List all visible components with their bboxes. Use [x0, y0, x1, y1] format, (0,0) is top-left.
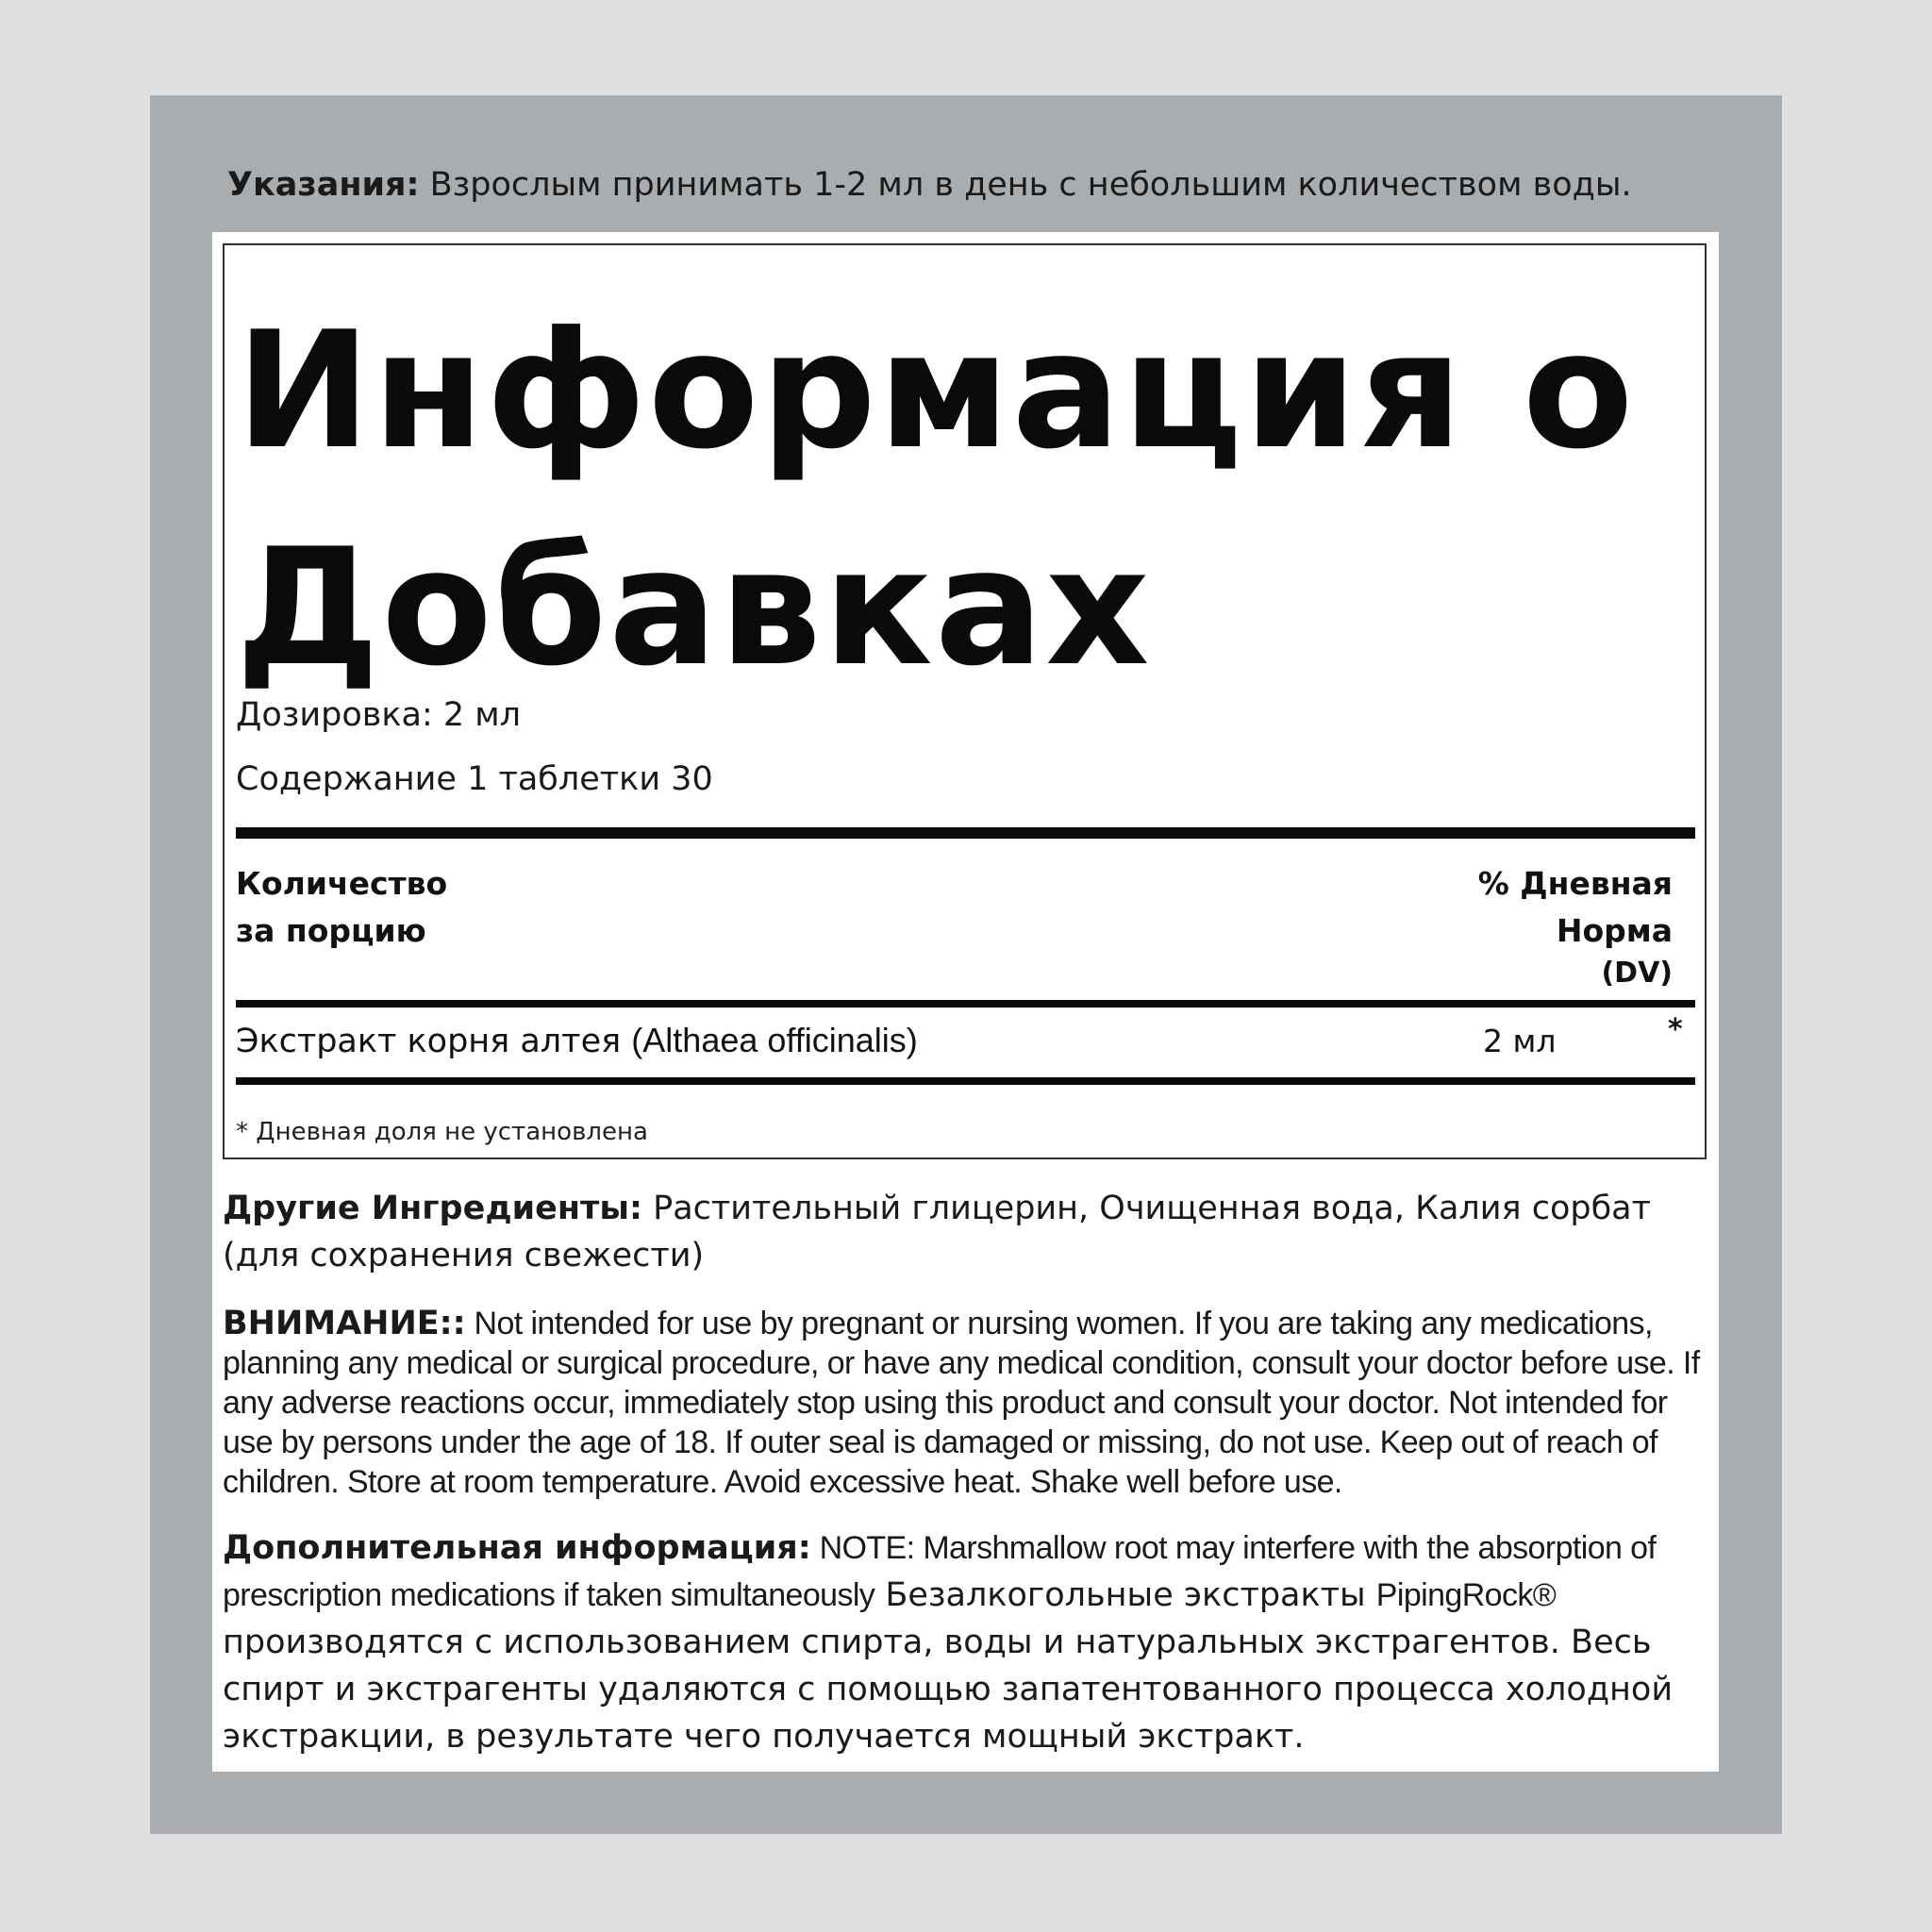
ingredient-name	[236, 1021, 918, 1060]
supplement-facts-box	[223, 243, 1707, 1159]
amount-per-serving-header	[236, 860, 447, 955]
ingredient-amount: 2 мл	[1483, 1023, 1557, 1059]
header-divider	[236, 1000, 1695, 1008]
amount-header-line2: за порцию	[236, 912, 426, 949]
other-ingredients	[223, 1185, 1713, 1279]
supplement-facts-title: Информация о Добавках	[236, 297, 1636, 702]
warning-text: Not intended for use by pregnant or nursing women. If you are taking any medications, planning any medical or surgical procedure, or have any medical condition, consult your doctor before use. If any adverse reactions occur, immediately stop using this product and consult your doctor. Not intended for use by persons under the age of 18. If outer seal is damaged or missing, do not use. Keep out of reach of children. Store at room temperature. Avoid excessive heat. Shake well before use.	[223, 1306, 1700, 1500]
dv-header-line3: (DV)	[1601, 957, 1673, 990]
serving-size: Дозировка: 2 мл	[236, 696, 522, 734]
label-card	[212, 232, 1719, 1772]
directions-body: Взрослым принимать 1-2 мл в день с небольшим количеством воды.	[419, 166, 1632, 204]
ingredient-daily-value: *	[1668, 1013, 1683, 1046]
ingredient-name-ru: Экстракт корня алтея	[236, 1023, 632, 1060]
thick-divider	[236, 827, 1695, 839]
amount-header-line1: Количество	[236, 865, 448, 902]
additional-text-ru-2: производятся с использованием спирта, воды и натуральных экстрагентов. Весь спирт и экстрагенты удаляются с помощью запатентованного процесса холодной экстракции, в результате чего получается мощный экстракт.	[223, 1624, 1674, 1756]
additional-note-en: NOTE: Marshmallow root may interfere with the absorption of prescription medications if taken simultaneously	[223, 1530, 1657, 1613]
warning-label: ВНИМАНИЕ::	[223, 1305, 466, 1342]
additional-text-ru-1: Безалкогольные экстракты	[874, 1576, 1376, 1614]
brand-name: PipingRock®	[1375, 1577, 1557, 1613]
daily-value-footnote: * Дневная доля не установлена	[236, 1118, 648, 1146]
daily-value-header	[1427, 860, 1673, 992]
servings-per-container: Содержание 1 таблетки 30	[236, 760, 713, 798]
additional-info-label: Дополнительная информация:	[223, 1529, 811, 1567]
other-ingredients-label: Другие Ингредиенты:	[223, 1190, 642, 1227]
bottom-divider	[236, 1077, 1695, 1085]
additional-info-section	[223, 1524, 1713, 1760]
directions-label: Указания:	[227, 166, 420, 204]
warning-section	[223, 1304, 1713, 1502]
dv-header-line2: Норма	[1556, 912, 1673, 949]
other-ingredients-text: Растительный глицерин, Очищенная вода, Калия сорбат (для сохранения свежести)	[223, 1190, 1651, 1274]
dv-header-line1: % Дневная	[1477, 865, 1673, 902]
directions-text	[227, 160, 1632, 209]
ingredient-latin-name: (Althaea officinalis)	[631, 1021, 918, 1059]
